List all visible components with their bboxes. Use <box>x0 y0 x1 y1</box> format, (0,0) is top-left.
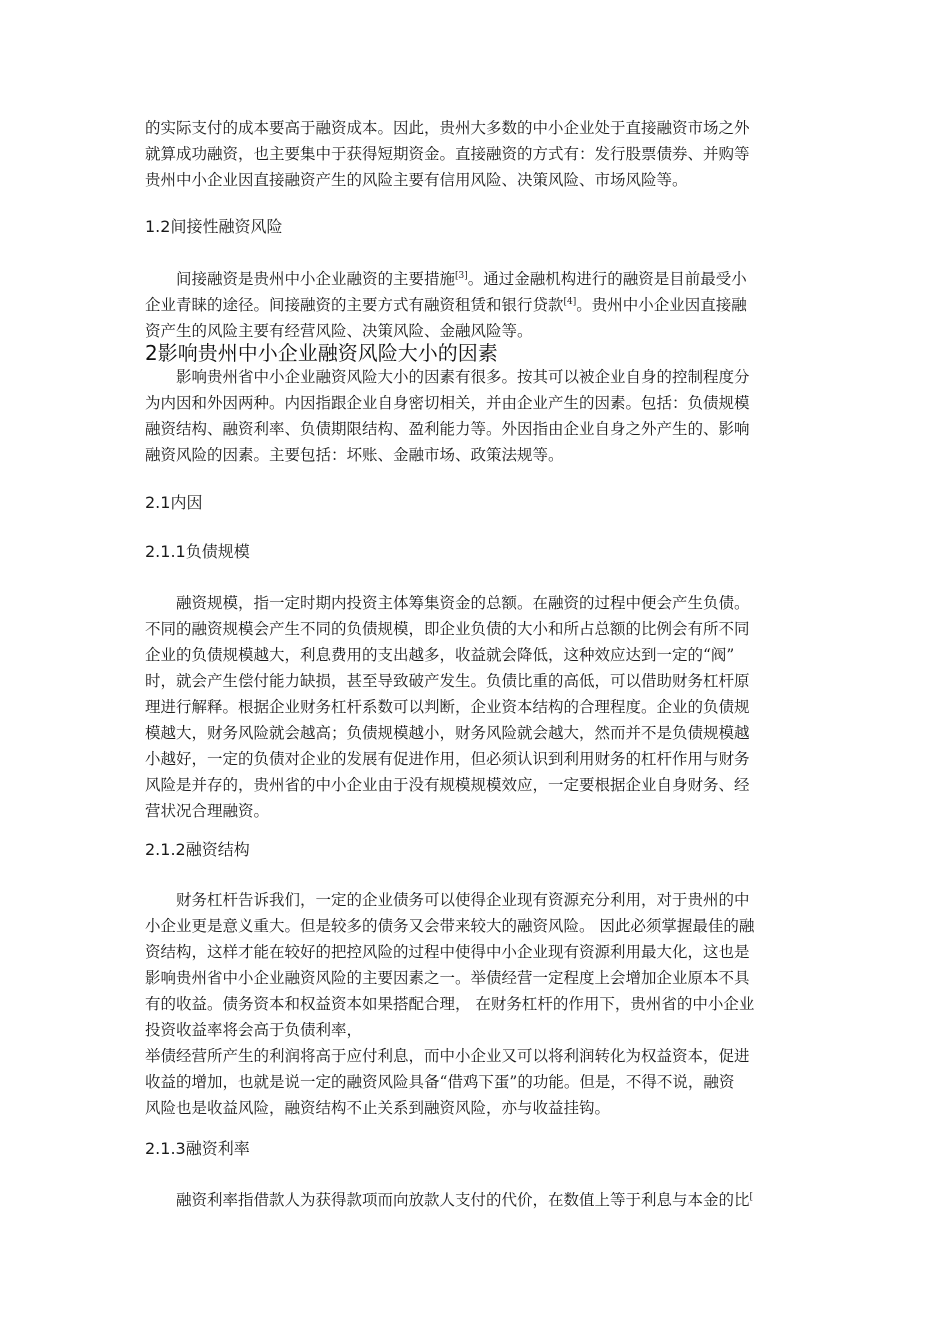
paragraph-line: 小越好，一定的负债对企业的发展有促进作用，但必须认识到利用财务的杠杆作用与财务 <box>145 750 750 768</box>
paragraph-line: 财务杠杆告诉我们，一定的企业债务可以使得企业现有资源充分利用，对于贵州的中 <box>176 891 750 909</box>
paragraph-line: 有的收益。债务资本和权益资本如果搭配合理， 在财务杠杆的作用下，贵州省的中小企业 <box>145 995 755 1013</box>
paragraph-line: 融资结构、融资利率、负债期限结构、盈利能力等。外因指由企业自身之外产生的、影响 <box>145 420 750 438</box>
paragraph-line: 资结构，这样才能在较好的把控风险的过程中使得中小企业现有资源利用最大化，这也是 <box>145 943 750 961</box>
paragraph-line: 为内因和外因两种。内因指跟企业自身密切相关，并由企业产生的因素。包括：负债规模 <box>145 394 750 412</box>
paragraph-line: 企业青睐的途径。间接融资的主要方式有融资租赁和银行贷款[4]。贵州中小企业因直接融 <box>145 296 747 314</box>
citation-ref: [4] <box>563 297 577 307</box>
paragraph-line: 贵州中小企业因直接融资产生的风险主要有信用风险、决策风险、市场风险等。 <box>145 171 688 189</box>
citation-ref: [ <box>749 1192 754 1202</box>
paragraph-line: 影响贵州省中小企业融资风险大小的因素有很多。按其可以被企业自身的控制程度分 <box>176 368 750 386</box>
paragraph-line: 举债经营所产生的利润将高于应付利息，而中小企业又可以将利润转化为权益资本，促进 <box>145 1047 750 1065</box>
paragraph-line: 融资规模，指一定时期内投资主体筹集资金的总额。在融资的过程中便会产生负债。 <box>176 594 750 612</box>
paragraph-line: 模越大，财务风险就会越高；负债规模越小，财务风险就会越大，然而并不是负债规模越 <box>145 724 750 742</box>
paragraph-line: 影响贵州省中小企业融资风险的主要因素之一。举债经营一定程度上会增加企业原本不具 <box>145 969 750 987</box>
paragraph-line: 融资风险的因素。主要包括：坏账、金融市场、政策法规等。 <box>145 446 564 464</box>
paragraph-line: 企业的负债规模越大，利息费用的支出越多，收益就会降低，这种效应达到一定的“阀” <box>145 646 735 664</box>
paragraph-line: 间接融资是贵州中小企业融资的主要措施[3]。通过金融机构进行的融资是目前最受小 <box>176 270 747 288</box>
section-heading-2-1-3: 2.1.3融资利率 <box>145 1139 250 1158</box>
paragraph-line: 就算成功融资，也主要集中于获得短期资金。直接融资的方式有：发行股票债券、并购等 <box>145 145 750 163</box>
paragraph-line: 理进行解释。根据企业财务杠杆系数可以判断，企业资本结构的合理程度。企业的负债规 <box>145 698 750 716</box>
section-heading-2-1-1: 2.1.1负债规模 <box>145 542 250 561</box>
paragraph-line: 资产生的风险主要有经营风险、决策风险、金融风险等。 <box>145 322 533 340</box>
citation-ref: [3] <box>455 271 468 281</box>
paragraph-line: 不同的融资规模会产生不同的负债规模，即企业负债的大小和所占总额的比例会有所不同 <box>145 620 750 638</box>
paragraph-line: 营状况合理融资。 <box>145 802 270 820</box>
chapter-heading-2: 2影响贵州中小企业融资风险大小的因素 <box>145 341 498 365</box>
section-heading-2-1: 2.1内因 <box>145 493 203 512</box>
paragraph-line: 风险是并存的，贵州省的中小企业由于没有规模规模效应，一定要根据企业自身财务、经 <box>145 776 750 794</box>
section-heading-1-2: 1.2间接性融资风险 <box>145 217 283 236</box>
paragraph-line: 融资利率指借款人为获得款项而向放款人支付的代价，在数值上等于利息与本金的比[ <box>176 1191 754 1209</box>
paragraph-line: 投资收益率将会高于负债利率， <box>145 1021 363 1039</box>
paragraph-line: 收益的增加，也就是说一定的融资风险具备“借鸡下蛋”的功能。但是，不得不说，融资 <box>145 1073 735 1091</box>
paragraph-line: 风险也是收益风险，融资结构不止关系到融资风险，亦与收益挂钩。 <box>145 1099 611 1117</box>
paragraph-line: 小企业更是意义重大。但是较多的债务又会带来较大的融资风险。 因此必须掌握最佳的融 <box>145 917 755 935</box>
section-heading-2-1-2: 2.1.2融资结构 <box>145 840 250 859</box>
paragraph-line: 的实际支付的成本要高于融资成本。因此，贵州大多数的中小企业处于直接融资市场之外 <box>145 119 750 137</box>
paragraph-line: 时，就会产生偿付能力缺损，甚至导致破产发生。负债比重的高低，可以借助财务杠杆原 <box>145 672 750 690</box>
